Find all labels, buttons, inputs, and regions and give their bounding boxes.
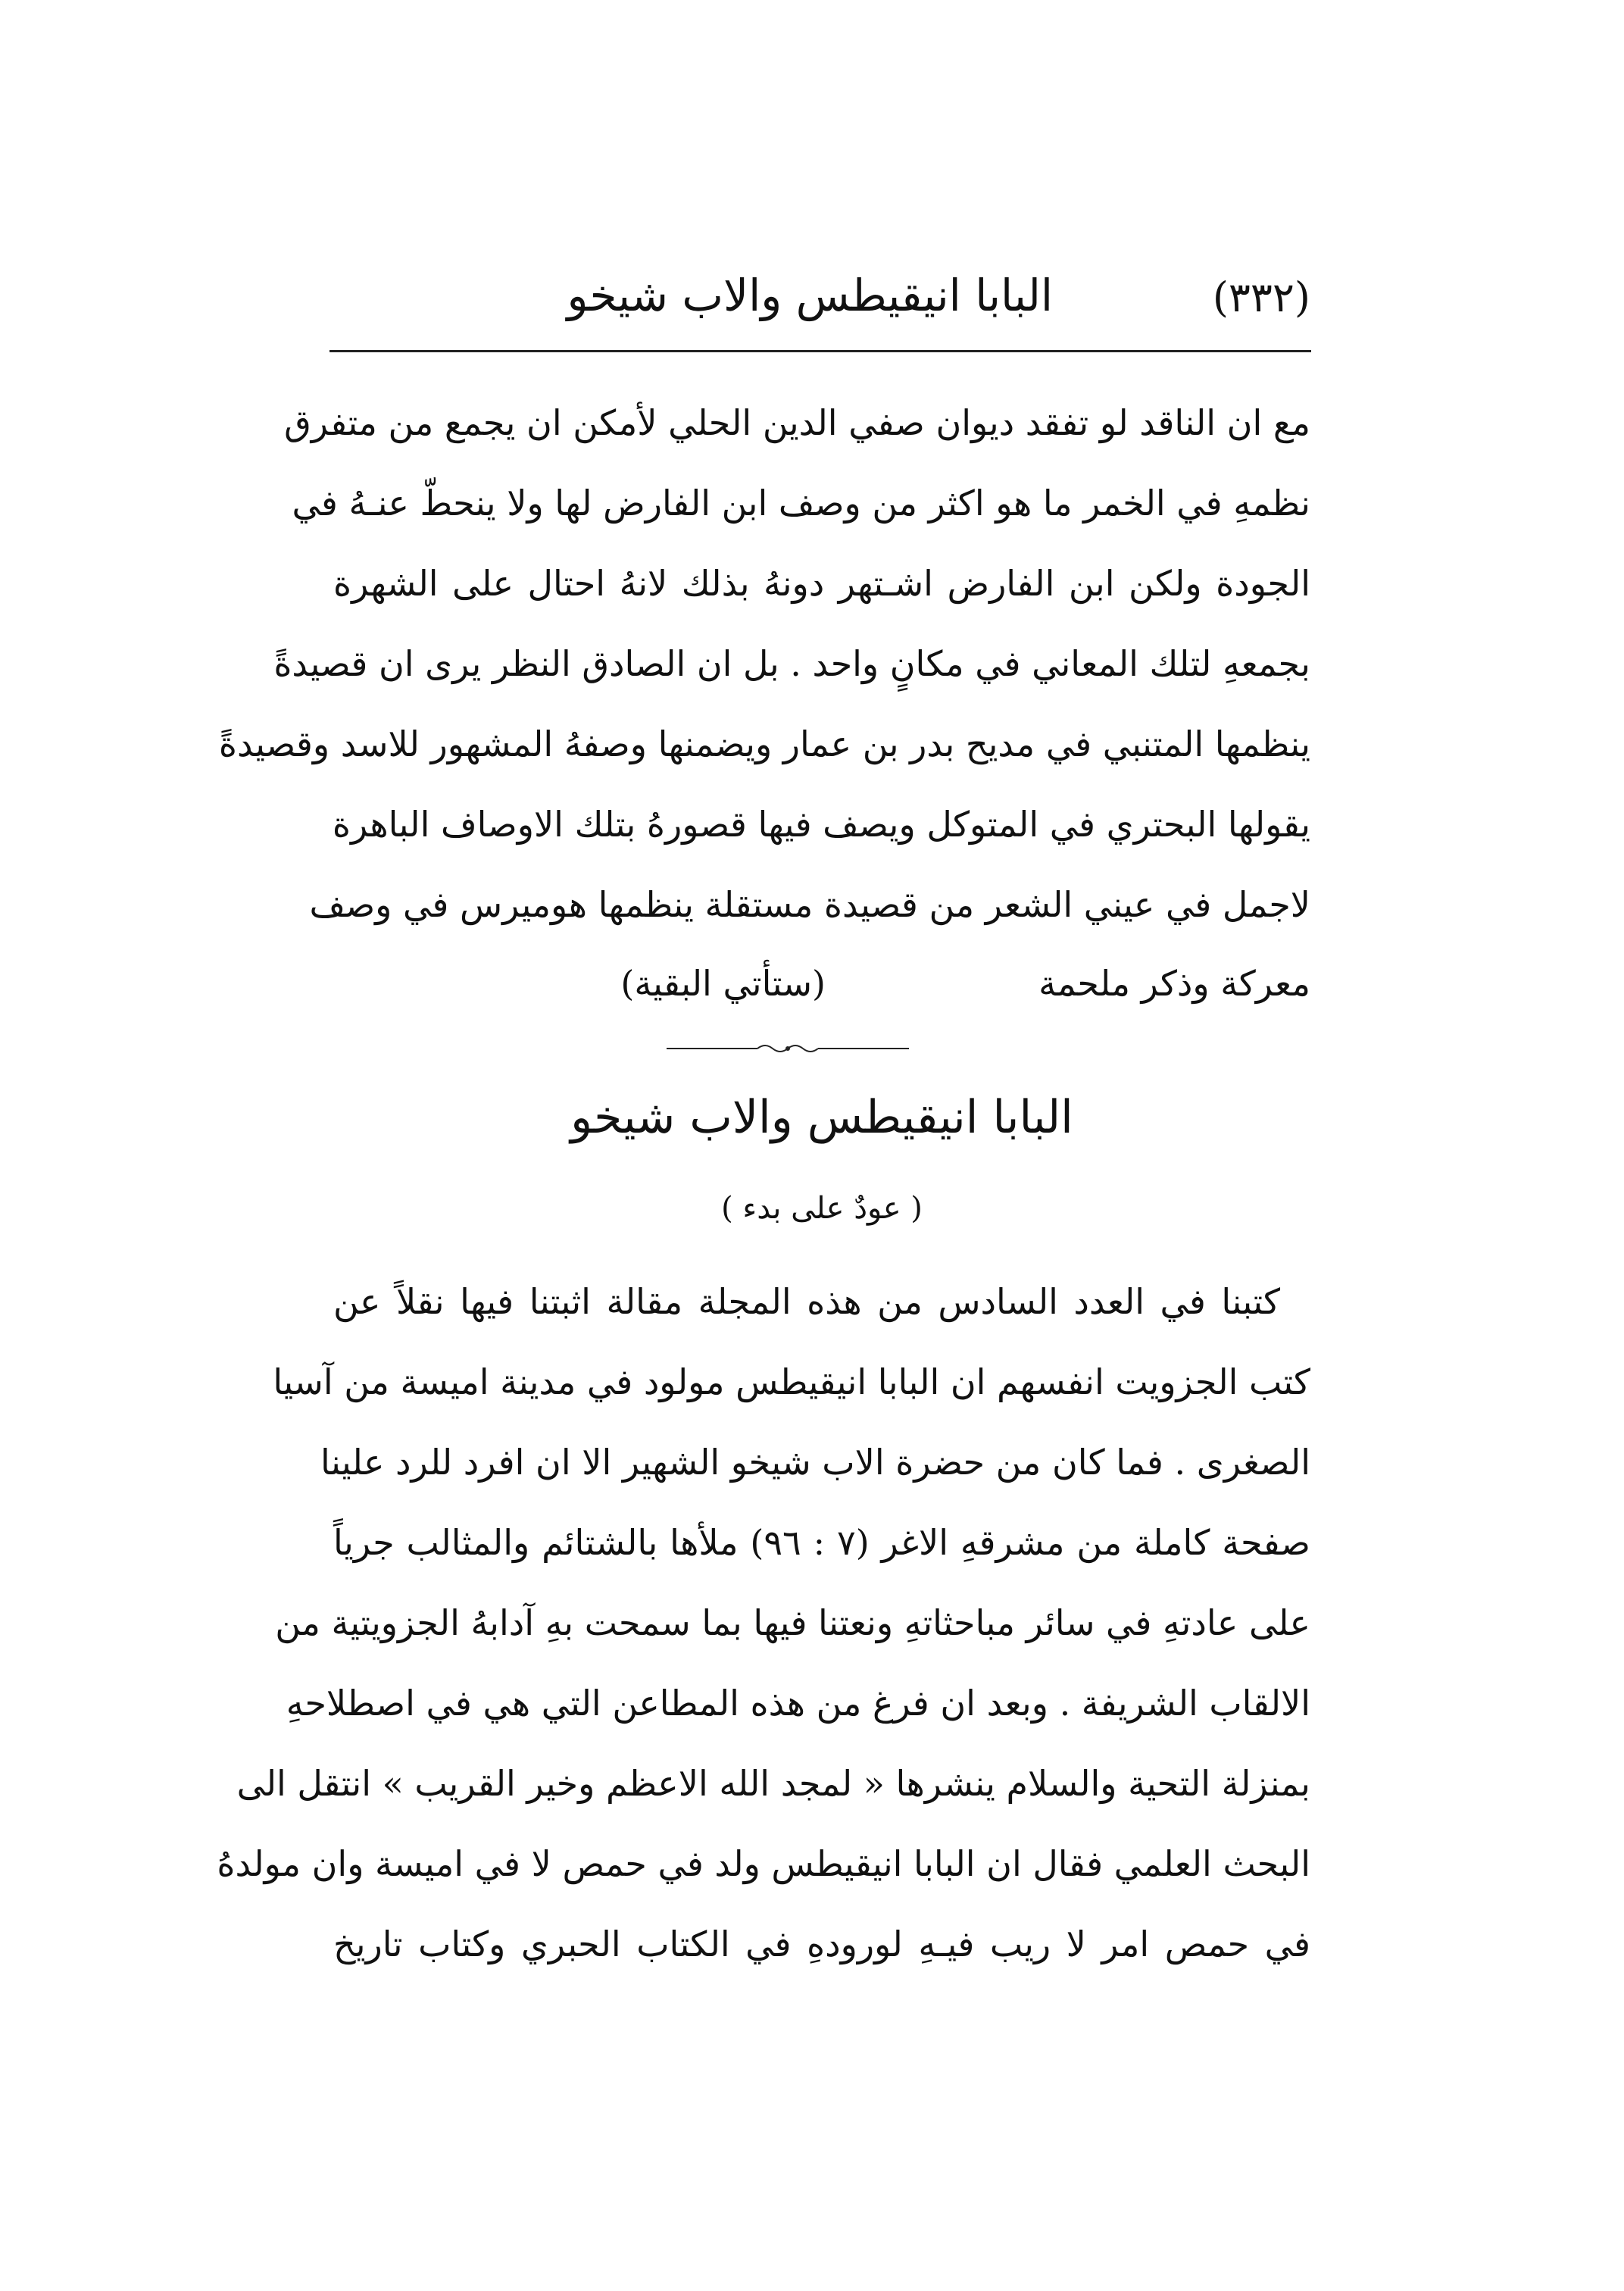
page-header xyxy=(333,265,1310,341)
text-line: ينظمها المتنبي في مديح بدر بن عمار ويضمنها وصفهُ المشهور للاسد وقصيدةً xyxy=(218,724,1310,764)
section-divider-ornament xyxy=(667,1039,909,1058)
running-title: البابا انيقيطس والاب شيخو xyxy=(567,270,1053,321)
text-line: الالقاب الشريفة . وبعد ان فرغ من هذه المطاعن التي هي في اصطلاحهِ xyxy=(286,1683,1310,1724)
text-line: صفحة كاملة من مشرقهِ الاغر (٧ : ٩٦) ملأها بالشتائم والمثالب جرياً xyxy=(333,1522,1310,1563)
section-subtitle: ( عودٌ على بدء ) xyxy=(721,1191,923,1226)
text-line: كتبنا في العدد السادس من هذه المجلة مقالة اثبتنا فيها نقلاً عن xyxy=(333,1281,1280,1322)
text-line: في حمص امر لا ريب فيـهِ لورودهِ في الكتاب الحبري وكتاب تاريخ xyxy=(333,1924,1310,1964)
continued-note: (ستأتي البقية) xyxy=(620,963,826,1004)
paragraph-1 xyxy=(218,383,1310,945)
text-line: بمنزلة التحية والسلام ينشرها « لمجد الله الاعظم وخير القريب » انتقل الى xyxy=(236,1763,1310,1804)
text-line: معركة وذكر ملحمة xyxy=(1038,963,1310,1004)
paragraph-1-last-line xyxy=(333,943,1310,1024)
header-rule xyxy=(329,350,1311,352)
text-line: لاجمل في عيني الشعر من قصيدة مستقلة ينظمها هوميرس في وصف xyxy=(309,884,1310,925)
page-number: (٣٣٢) xyxy=(1212,273,1310,321)
text-line: مع ان الناقد لو تفقد ديوان صفي الدين الحلي لأمكن ان يجمع من متفرق xyxy=(284,402,1310,443)
text-line: البحث العلمي فقال ان البابا انيقيطس ولد في حمص لا في اميسة وان مولدهُ xyxy=(217,1843,1310,1884)
text-line: نظمهِ في الخمر ما هو اكثر من وصف ابن الفارض لها ولا ينحطّ عنـهُ في xyxy=(292,483,1310,524)
text-line: كتب الجزويت انفسهم ان البابا انيقيطس مولود في مدينة اميسة من آسيا xyxy=(273,1361,1310,1402)
section-title: البابا انيقيطس والاب شيخو xyxy=(570,1091,1073,1144)
text-line: الصغرى . فما كان من حضرة الاب شيخو الشهير الا ان افرد للرد علينا xyxy=(320,1442,1310,1483)
text-line: الجودة ولكن ابن الفارض اشـتهر دونهُ بذلك لانهُ احتال على الشهرة xyxy=(333,563,1310,604)
text-line: بجمعهِ لتلك المعاني في مكانٍ واحد . بل ان الصادق النظر يرى ان قصيدةً xyxy=(273,643,1310,684)
text-line: على عادتهِ في سائر مباحثاتهِ ونعتنا فيها بما سمحت بهِ آدابهُ الجزويتية من xyxy=(275,1602,1310,1643)
text-line: يقولها البحتري في المتوكل ويصف فيها قصورهُ بتلك الاوصاف الباهرة xyxy=(332,804,1310,845)
paragraph-2 xyxy=(217,1261,1310,1984)
